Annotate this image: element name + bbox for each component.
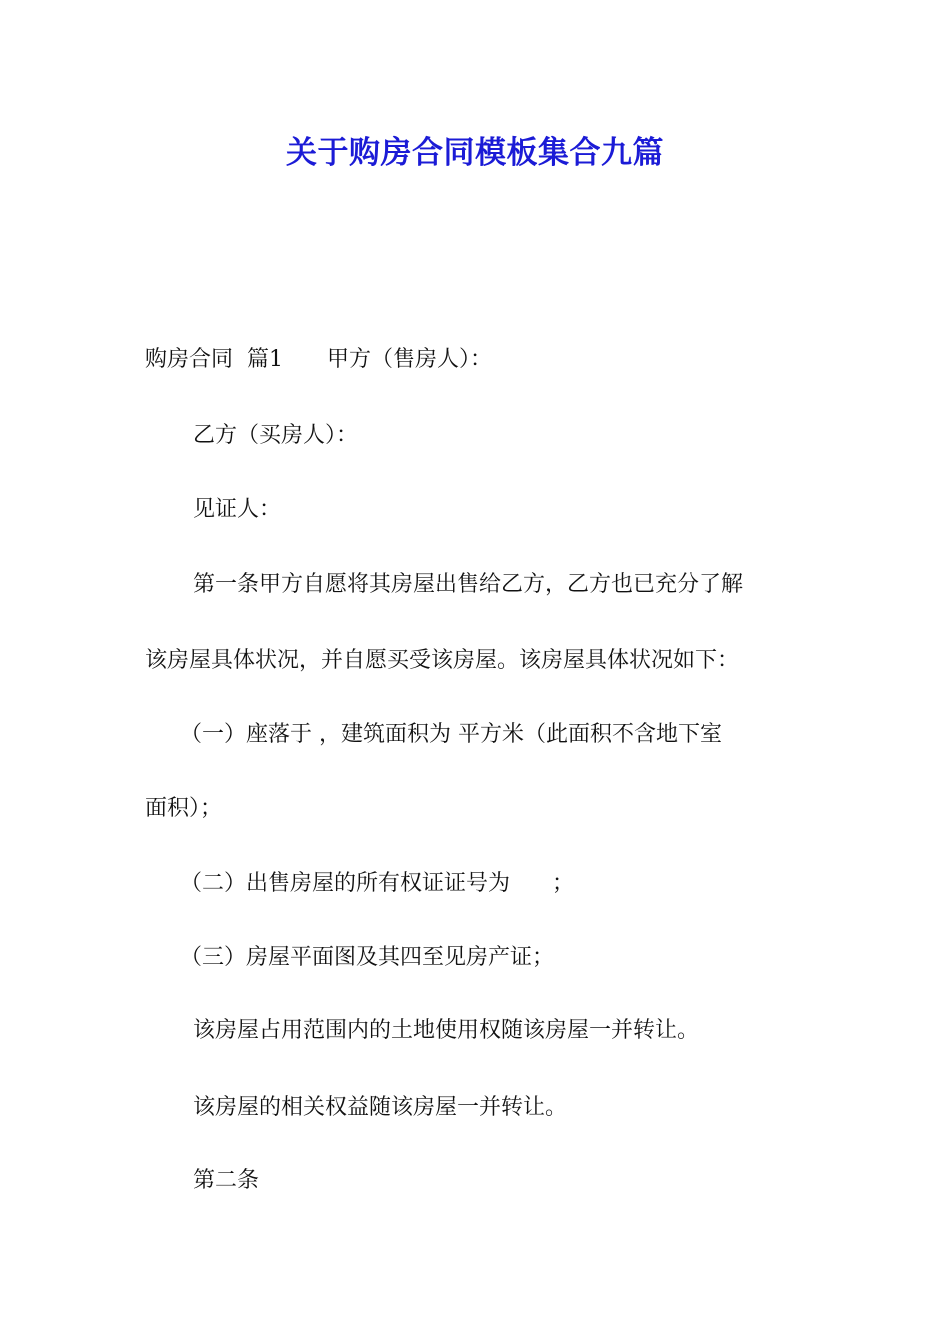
- related-right-line: 该房屋的相关权益随该房屋一并转让。: [193, 1095, 568, 1120]
- party-b-label: 乙方（买房人）：: [193, 423, 359, 448]
- land-right-line: 该房屋占用范围内的土地使用权随该房屋一并转让。: [193, 1018, 700, 1043]
- clause-1-line-1: 第一条甲方自愿将其房屋出售给乙方，乙方也已充分了解: [193, 572, 744, 597]
- document-title: 关于购房合同模板集合九篇: [286, 135, 664, 171]
- item-2-end: ；: [552, 871, 575, 896]
- contract-heading: 购房合同: [145, 347, 234, 372]
- article-label: 篇1: [247, 347, 284, 372]
- first-line: [145, 345, 492, 375]
- item-3-line: （三）房屋平面图及其四至见房产证；: [180, 945, 555, 970]
- item-2-line: [180, 869, 574, 899]
- clause-1-line-2: 该房屋具体状况，并自愿买受该房屋。该房屋具体状况如下：: [145, 648, 740, 673]
- clause-2-heading: 第二条: [193, 1168, 260, 1193]
- item-1-line-2: 面积）；: [145, 796, 223, 821]
- item-2-text: （二）出售房屋的所有权证证号为: [180, 871, 511, 896]
- witness-label: 见证人：: [193, 497, 282, 522]
- party-a-label: 甲方（售房人）：: [327, 347, 493, 372]
- item-1-line-1: （一）座落于 ，建筑面积为 平方米（此面积不含地下室: [180, 722, 722, 747]
